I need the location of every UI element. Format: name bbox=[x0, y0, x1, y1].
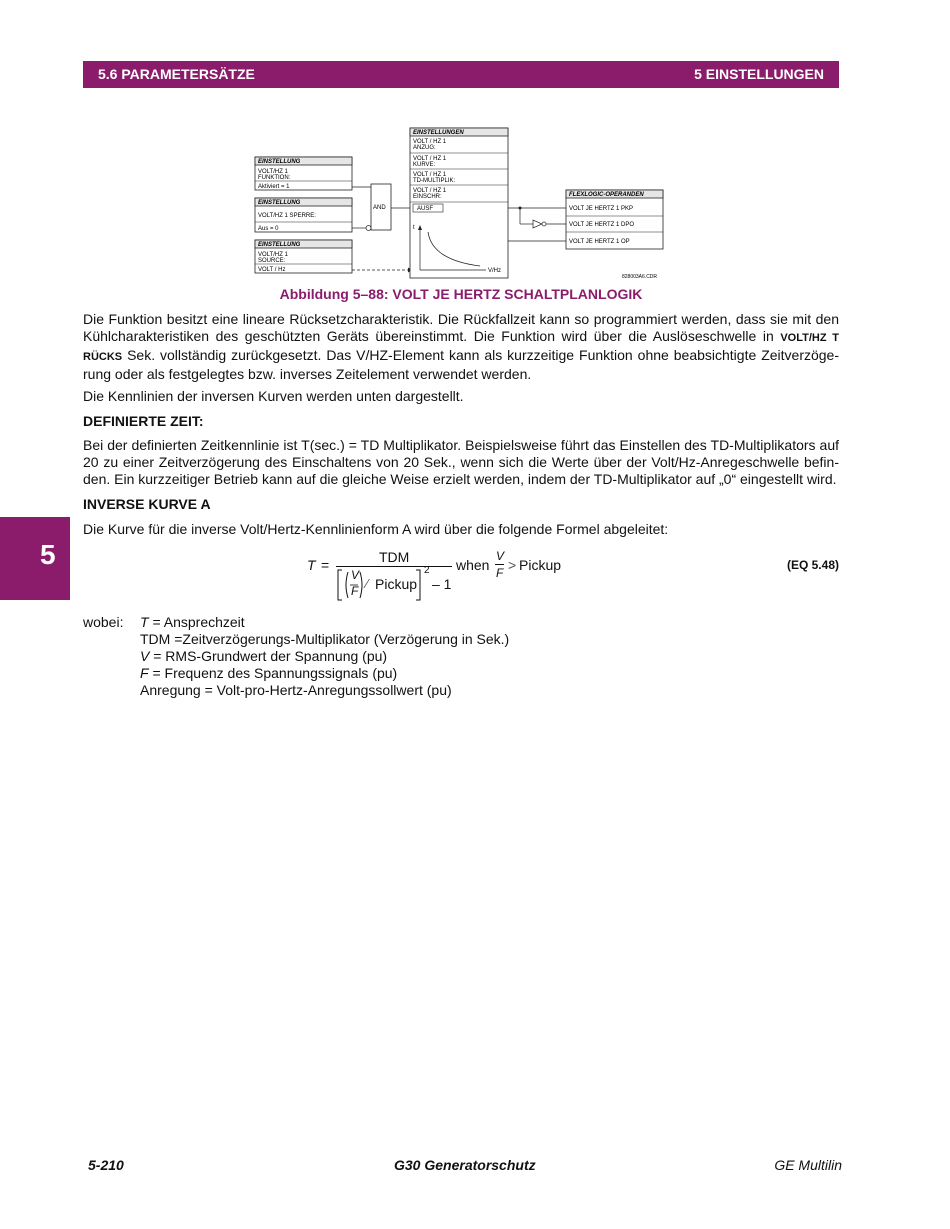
eq-f: F bbox=[351, 584, 359, 598]
definition-item bbox=[140, 682, 509, 699]
setting-box-block bbox=[255, 198, 352, 232]
settings-row3b: TD-MULTIPLIK: bbox=[413, 178, 456, 184]
def-text: = RMS-Grundwert der Spannung (pu) bbox=[149, 648, 388, 664]
footer-brand: GE Multilin bbox=[774, 1157, 842, 1173]
paragraph-inverse-curves-intro: Die Kennlinien der inversen Kurven werden unten dargestellt. bbox=[83, 388, 464, 404]
eq-v: V bbox=[351, 568, 360, 582]
flexlogic-title: FLEXLOGIC-OPERANDEN bbox=[569, 192, 644, 198]
setting-label: EINSTELLUNG bbox=[258, 159, 301, 165]
inverter-gate bbox=[533, 220, 542, 228]
figure-caption: Abbildung 5–88: VOLT JE HERTZ SCHALTPLANLOGIK bbox=[279, 286, 643, 302]
definition-item bbox=[140, 614, 509, 631]
box3-line2: SOURCE: bbox=[258, 258, 286, 264]
eq-pickup2: Pickup bbox=[519, 557, 562, 573]
def-symbol: V bbox=[140, 648, 150, 664]
equation-number: (EQ 5.48) bbox=[786, 558, 839, 572]
eq-pickup: Pickup bbox=[375, 576, 418, 592]
settings-block bbox=[410, 128, 508, 278]
eq-lhs: T bbox=[307, 557, 316, 573]
run-label: AUSF bbox=[417, 206, 434, 212]
eq-slash: ⁄ bbox=[366, 576, 369, 591]
eq-when: when bbox=[456, 557, 490, 573]
and-gate bbox=[352, 184, 410, 231]
settings-block-title: EINSTELLUNGEN bbox=[413, 130, 464, 136]
vhz-axis-label: V/Hz bbox=[488, 268, 502, 274]
section-title: 5.6 PARAMETERSÄTZE bbox=[98, 66, 255, 82]
settings-row3a: VOLT / HZ 1 bbox=[413, 172, 447, 178]
def-symbol: T bbox=[140, 614, 149, 630]
para1-text-a: Die Funktion besitzt eine lineare Rücksetzcharakteristik. Die Rückfallzeit kann so programmiert werden, dass sie mit den Kühlcharakteristiken des geschützten Geräts übereinstimmt. Die Funktion wird über die Auslöseschwelle in bbox=[83, 311, 839, 344]
def-text: = Ansprechzeit bbox=[148, 614, 245, 630]
box2-line1: VOLT/HZ 1 SPERRE: bbox=[258, 213, 316, 219]
box3-line1: VOLT/HZ 1 bbox=[258, 252, 288, 258]
heading-inverse-curve-a: INVERSE KURVE A bbox=[83, 496, 211, 512]
flexlogic-op2: VOLT JE HERTZ 1 DPO bbox=[569, 222, 635, 228]
paragraph-formula-intro: Die Kurve für die inverse Volt/Hertz-Kennlinienform A wird über die folgende Formel abgeleitet: bbox=[83, 521, 669, 537]
box2-value: Aus = 0 bbox=[258, 226, 279, 232]
logic-diagram bbox=[250, 120, 680, 285]
equation bbox=[300, 548, 600, 603]
settings-row4b: EINSCHR: bbox=[413, 194, 442, 200]
and-gate-label: AND bbox=[373, 205, 386, 211]
setting-label: EINSTELLUNG bbox=[258, 242, 301, 248]
settings-row4a: VOLT / HZ 1 bbox=[413, 188, 447, 194]
box1-line1: VOLT/HZ 1 bbox=[258, 169, 288, 175]
setting-name-reset-time: VOLT/HZ T RÜCKS bbox=[83, 332, 839, 363]
eq-v2: V bbox=[496, 549, 505, 563]
eq-exponent: 2 bbox=[424, 565, 430, 576]
footer-document-title: G30 Generatorschutz bbox=[394, 1157, 536, 1173]
box1-value: Aktiviert = 1 bbox=[258, 184, 290, 190]
paragraph-reset-characteristic bbox=[83, 311, 839, 383]
paragraph-definite-time: Bei der definierten Zeitkennlinie ist T(sec.) = TD Multiplikator. Beispielsweise führt das Einstellen des TD-Multiplikators auf 20 zu einer Zeitverzögerung des Einschaltens von 20 Sek., wenn sich die Werte über der Volt/Hz-Anregeschwelle befin-den. Ein kurzzeitiger Betrieb kann auf die gleiche Weise erzielt werden, indem der TD-Multiplikator auf „0“ eingestellt wird. bbox=[83, 437, 839, 487]
eq-vf-bar bbox=[495, 564, 504, 565]
setting-box-source bbox=[255, 240, 352, 273]
eq-greater-than: > bbox=[508, 557, 517, 573]
box1-line2: FUNKTION: bbox=[258, 175, 291, 181]
drawing-code: 828003A6.CDR bbox=[622, 274, 658, 280]
def-text: TDM =Zeitverzögerungs-Multiplikator (Verzögerung in Sek.) bbox=[140, 631, 510, 647]
settings-row1b: ANZUG: bbox=[413, 145, 436, 151]
setting-box-function bbox=[255, 157, 352, 190]
def-text: = Frequenz des Spannungssignals (pu) bbox=[148, 665, 398, 681]
box3-value: VOLT / Hz bbox=[258, 267, 286, 273]
definition-item bbox=[140, 665, 509, 682]
flexlogic-operands-box bbox=[566, 190, 663, 249]
section-header-bar bbox=[83, 61, 839, 88]
flexlogic-op3: VOLT JE HERTZ 1 OP bbox=[569, 239, 630, 245]
eq-fraction-bar bbox=[336, 566, 452, 567]
t-axis-label: t bbox=[413, 225, 415, 231]
eq-numerator: TDM bbox=[379, 549, 410, 565]
settings-row1a: VOLT / HZ 1 bbox=[413, 139, 447, 145]
setting-label: EINSTELLUNG bbox=[258, 200, 301, 206]
def-text: Anregung = Volt-pro-Hertz-Anregungssollwert (pu) bbox=[140, 682, 452, 698]
definitions-label: wobei: bbox=[83, 614, 124, 630]
def-symbol: F bbox=[140, 665, 149, 681]
chapter-number: 5 bbox=[40, 539, 56, 570]
definition-item bbox=[140, 631, 509, 648]
para1-text-b: Sek. vollständig zurückgesetzt. Das V/HZ-Element kann als kurzzeitige Funktion ohne beabsichtigte Zeitverzöge-rung oder als festgelegtes bzw. inverses Zeitelement verwendet werden. bbox=[83, 347, 839, 382]
flexlogic-op1: VOLT JE HERTZ 1 PKP bbox=[569, 206, 634, 212]
eq-minus-one: – 1 bbox=[432, 576, 452, 592]
definition-item bbox=[140, 648, 509, 665]
chapter-title: 5 EINSTELLUNGEN bbox=[694, 66, 824, 82]
eq-equals: = bbox=[321, 557, 330, 573]
settings-row2b: KURVE: bbox=[413, 162, 436, 168]
heading-definite-time: DEFINIERTE ZEIT: bbox=[83, 413, 204, 429]
eq-f2: F bbox=[496, 566, 504, 580]
chapter-tab bbox=[0, 517, 70, 600]
settings-row2a: VOLT / HZ 1 bbox=[413, 156, 447, 162]
footer-page-number: 5-210 bbox=[88, 1157, 124, 1173]
